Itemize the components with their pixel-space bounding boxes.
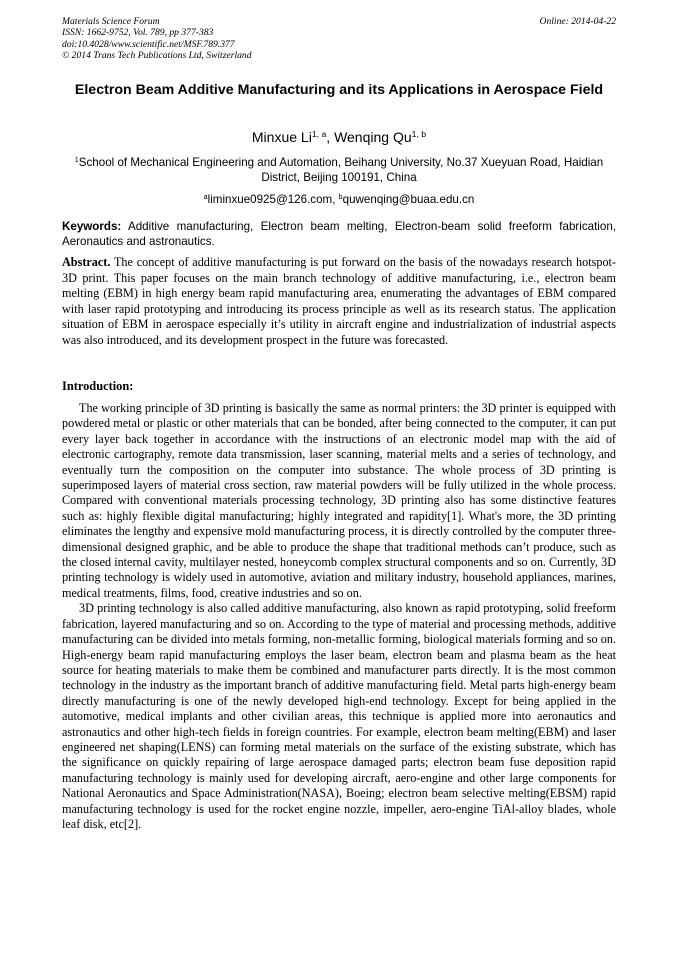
introduction-body xyxy=(62,401,616,832)
abstract-text: The concept of additive manufacturing is put forward on the basis of the nowadays research hotspot-3D print. This paper focuses on the main branch technology of additive manufacturing, i.e., electron beam melting (EBM) in high energy beam rapid manufacturing area, enumerating the advantages of EBM compared with laser rapid prototyping and introducing its process principle as well as its research status. The application situation of EBM in aerospace especially it’s utility in aircraft engine and industrialization of industrial aspects was also introduced, and its development prospect in the future was forecasted. xyxy=(62,255,616,347)
affiliation-mark: 1 xyxy=(74,155,79,165)
email-separator: , xyxy=(332,193,339,206)
affiliation xyxy=(66,155,612,185)
paper-title: Electron Beam Additive Manufacturing and its Applications in Aerospace Field xyxy=(74,82,604,98)
keywords-text: Additive manufacturing, Electron beam melting, Electron-beam solid freeform fabrication, Aeronautics and astronautics. xyxy=(62,220,616,248)
author-2-name: Wenqing Qu xyxy=(334,129,412,145)
introduction-paragraph: 3D printing technology is also called additive manufacturing, also known as rapid prototyping, solid freeform fabrication, layered manufacturing and so on. According to the type of material and processing methods, additive manufacturing can be divided into metals forming, non-metallic forming, biological materials forming and so on. High-energy beam rapid manufacturing employs the laser beam, electron beam and plasma beam as the heat source for heating materials to make them be combined and manufacturer parts directly. It is the most common technology in the industry as the important branch of additive manufacturing field. Metal parts high-energy beam directly manufacturing is one of the newly developed high-end technology. Except for being applied in the automotive, medical implants and other civilian areas, this technique is applied more into aeronautics and astronautics and other high-tech fields in foreign countries. For example, electron beam melting(EBM) and laser engineered net shaping(LENS) can forming metal materials on the surface of the existing substrate, which has the significance on quickly repairing of large aerospace damaged parts; electron beam fuse deposition rapid manufacturing technology is mainly used for developing aircraft, aero-engine and other large components for National Aeronautics and Space Administration(NASA), Boeing; electron beam selective melting(EBSM) rapid manufacturing technology is used for the rocket engine nozzle, impeller, aero-engine TiAl-alloy blades, whole leaf disk, etc[2]. xyxy=(62,601,616,831)
introduction-heading: Introduction: xyxy=(62,379,134,393)
copyright-line: © 2014 Trans Tech Publications Ltd, Switzerland xyxy=(62,49,252,61)
email-a-mark: a xyxy=(203,192,208,202)
doi-line: doi:10.4028/www.scientific.net/MSF.789.377 xyxy=(62,38,235,50)
email-a: liminxue0925@126.com xyxy=(207,193,333,206)
author-2-affil-mark: 1, b xyxy=(411,129,427,140)
email-b-mark: b xyxy=(338,192,343,202)
email-b: quwenqing@buaa.edu.cn xyxy=(342,193,475,206)
journal-name: Materials Science Forum xyxy=(62,16,160,27)
keywords-label: Keywords: xyxy=(62,220,122,233)
issn-line: ISSN: 1662-9752, Vol. 789, pp 377-383 xyxy=(62,27,214,39)
author-1-affil-mark: 1, a xyxy=(311,129,327,140)
journal-header xyxy=(62,16,616,61)
affiliation-text: School of Mechanical Engineering and Automation, Beihang University, No.37 Xueyuan Road, Haidian District, Beijing 100191, China xyxy=(78,156,604,184)
abstract-label: Abstract. xyxy=(62,255,111,269)
abstract-block xyxy=(62,255,616,348)
author-separator: , xyxy=(326,129,335,145)
keywords-block xyxy=(62,220,616,249)
author-line xyxy=(62,128,616,146)
email-line xyxy=(62,192,616,207)
author-1-name: Minxue Li xyxy=(251,129,312,145)
online-date: Online: 2014-04-22 xyxy=(539,16,616,27)
introduction-paragraph: The working principle of 3D printing is basically the same as normal printers: the 3D printer is equipped with powdered metal or plastic or other materials that can be bonded, after being connected to the computer, it can put every layer back together in accordance with the instructions of an electronic model map with the aid of electronic cartography, remote data transmission, laser scanning, material melts and a series of technology, and eventually turn the composition on the computer into substance. The whole process of 3D printing is superimposed layers of material cross section, raw material powders will be fully utilized in the whole process. Compared with conventional materials processing technology, 3D printing also has some distinctive features such as: highly flexible digital manufacturing; highly integrated and rapidity[1]. What's more, the 3D printing eliminates the lengthy and expensive mold manufacturing process, it is directly controlled by the computer three-dimensional designed graphic, and be able to produce the shape that traditional methods can’t produce, such as the closed internal cavity, multilayer nested, honeycomb complex structural components and so on. Currently, 3D printing technology is widely used in automotive, aviation and military industry, household appliances, marines, medical treatments, films, food, creative industries and so on. xyxy=(62,401,616,600)
